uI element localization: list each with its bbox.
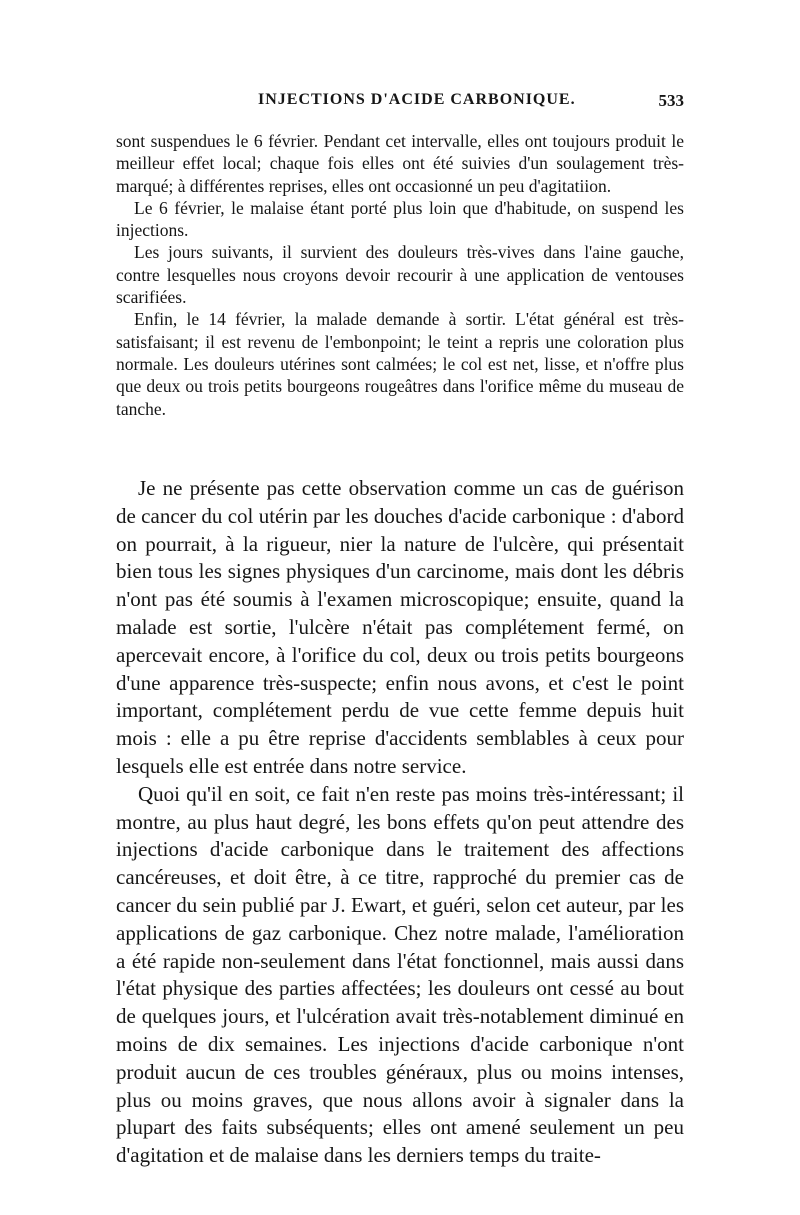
commentary-paragraph: Quoi qu'il en soit, ce fait n'en reste pas moins très-intéressant; il montre, au plus haut degré, les bons effets qu'on peut attendre des injections d'acide carbonique dans le traitement des affections cancéreuses, et doit être, à ce titre, rapproché du premier cas de cancer du sein publié par J. Ewart, et guéri, selon cet auteur, par les applications de gaz carbonique. Chez notre malade, l'amélioration a été rapide non-seulement dans l'état fonctionnel, mais aussi dans l'état physique des parties affectées; les douleurs ont cessé au bout de quelques jours, et l'ulcération avait très-notablement diminué en moins de dix semaines. Les injections d'acide carbonique n'ont produit aucun de ces troubles généraux, plus ou moins intenses, plus ou moins graves, que nous allons avoir à signaler dans la plupart des faits subséquents; elles ont amené seulement un peu d'agitation et de malaise dans les derniers temps du traite-: [116, 781, 684, 1168]
page-number: 533: [658, 91, 684, 110]
commentary-paragraph: Je ne présente pas cette observation comme un cas de guérison de cancer du col utérin par les douches d'acide carbonique : d'abord on pourrait, à la rigueur, nier la nature de l'ulcère, qui présentait bien tous les signes physiques d'un carcinome, mais dont les débris n'ont pas été soumis à l'examen microscopique; ensuite, quand la malade est sortie, l'ulcère n'était pas complétement fermé, on apercevait encore, à l'orifice du col, deux ou trois petits bourgeons d'une apparence très-suspecte; enfin nous avons, et c'est le point important, complétement perdu de vue cette femme depuis huit mois : elle a pu être reprise d'accidents semblables à ceux pour lesquels elle est entrée dans notre service.: [116, 476, 684, 778]
observation-paragraph: Les jours suivants, il survient des douleurs très-vives dans l'aine gauche, contre lesquelles nous croyons devoir recourir à une application de ventouses scarifiées.: [116, 242, 684, 308]
observation-notes: [116, 130, 684, 420]
running-head: [110, 91, 684, 115]
observation-paragraph: Le 6 février, le malaise étant porté plus loin que d'habitude, on suspend les injections.: [116, 197, 684, 241]
commentary-text: [116, 475, 684, 1170]
running-title: INJECTIONS D'ACIDE CARBONIQUE.: [258, 91, 576, 108]
observation-paragraph: Enfin, le 14 février, la malade demande à sortir. L'état général est très-satisfaisant; il est revenu de l'embonpoint; le teint a repris une coloration plus normale. Les douleurs utérines sont calmées; le col est net, lisse, et n'offre plus que deux ou trois petits bourgeons rougeâtres dans l'orifice même du museau de tanche.: [116, 309, 684, 419]
observation-paragraph: sont suspendues le 6 février. Pendant cet intervalle, elles ont toujours produit le meilleur effet local; chaque fois elles ont été suivies d'un soulagement très-marqué; à différentes reprises, elles ont occasionné un peu d'agitatiion.: [116, 131, 684, 196]
